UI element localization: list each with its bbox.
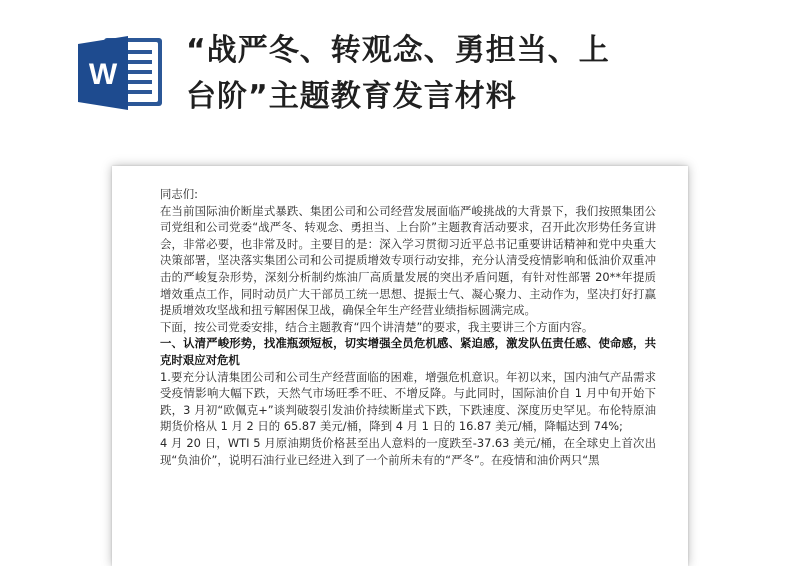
point-paragraph-2: 4 月 20 日，WTI 5 月原油期货价格甚至出人意料的一度跌至-37.63 美元/桶，在全球史上首次出现“负油价”，说明石油行业已经进入到了一个前所未有的“严冬”。在疫情和油价两只“黑	[160, 435, 656, 467]
word-logo-icon	[76, 32, 166, 112]
page-title	[186, 28, 786, 120]
svg-text:W: W	[88, 58, 118, 91]
document-body	[160, 186, 656, 468]
title-line-2: 台阶”主题教育发言材料	[186, 79, 517, 114]
title-line-1: “战严冬、转观念、勇担当、上	[186, 33, 610, 68]
point-paragraph-1: 1.要充分认清集团公司和公司生产经营面临的困难，增强危机意识。年初以来，国内油气产品需求受疫情影响大幅下跌，天然气市场旺季不旺、不增反降。与此同时，国际油价自 1 月中旬开始下跌，3 月初“欧佩克+”谈判破裂引发油价持续断崖式下跌，下跌速度、深度历史罕见。布伦特原油期货价格从 1 月 2 日的 65.87 美元/桶，降到 4 月 1 日的 16.87 美元/桶，降幅达到 74%;	[160, 369, 656, 434]
outline-paragraph: 下面，按公司党委安排，结合主题教育“四个讲清楚”的要求，我主要讲三个方面内容。	[160, 319, 594, 334]
section-heading-1: 一、认清严峻形势，找准瓶颈短板，切实增强全员危机感、紧迫感，激发队伍责任感、使命感，共克时艰应对危机	[160, 336, 656, 367]
intro-paragraph: 在当前国际油价断崖式暴跌、集团公司和公司经营发展面临严峻挑战的大背景下，我们按照集团公司党组和公司党委“战严冬、转观念、勇担当、上台阶”主题教育活动要求，召开此次形势任务宣讲会，非常必要，也非常及时。主要目的是：深入学习贯彻习近平总书记重要讲话精神和党中央重大决策部署，坚决落实集团公司和公司提质增效专项行动安排，充分认清受疫情影响和低油价双重冲击的严峻复杂形势，深刻分析制约炼油厂高质量发展的突出矛盾问题，有针对性部署 20**年提质增效重点工作，同时动员广大干部员工统一思想、提振士气、凝心聚力、主动作为，坚决打好打赢提质增效攻坚战和扭亏解困保卫战，确保全年生产经营业绩指标圆满完成。	[160, 203, 656, 318]
header	[0, 0, 800, 160]
greeting: 同志们:	[160, 187, 199, 201]
document-page	[112, 166, 688, 566]
